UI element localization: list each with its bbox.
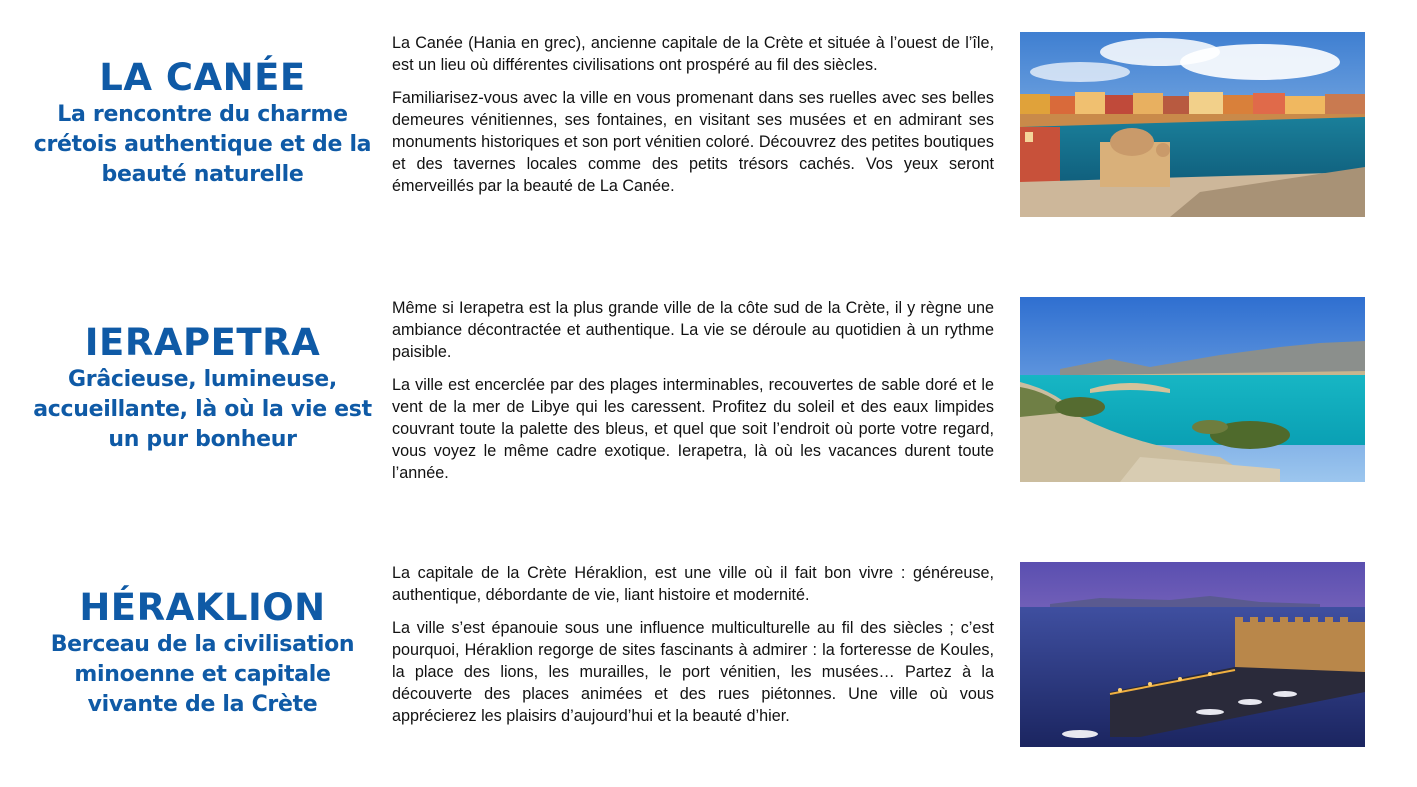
destination-heading: [30, 56, 375, 190]
description-paragraph: Familiarisez-vous avec la ville en vous promenant dans ses ruelles avec ses belles demeures vénitiennes, ses fontaines, en visitant ses musées et en admirant ses monuments historiques et son port vénitien coloré. Découvrez des petites boutiques et des tavernes locales comme des petits trésors cachés. Vos yeux seront émerveillés par la beauté de La Canée.: [392, 89, 994, 195]
destination-heading: [30, 321, 375, 455]
description-paragraph: La ville est encerclée par des plages interminables, recouvertes de sable doré et le vent de la mer de Libye qui les caressent. Profitez du soleil et des eaux limpides couvrant toute la palette des bleus, et quel que soit l’endroit où porte votre regard, vous voyez le même cadre exotique. Ierapetra, là où les vacances durent toute l’année.: [392, 376, 994, 482]
heraklion-fortress-photo: [1020, 562, 1365, 747]
city-name: LA CANÉE: [99, 56, 306, 99]
city-tagline: Berceau de la civilisation minoenne et capitale vivante de la Crète: [50, 632, 355, 717]
city-tagline: Grâcieuse, lumineuse, accueillante, là où la vie est un pur bonheur: [33, 367, 372, 452]
ierapetra-bay-photo: [1020, 297, 1365, 482]
destination-description: [392, 297, 994, 495]
chania-harbour-photo: [1020, 32, 1365, 217]
city-name: IERAPETRA: [84, 321, 321, 364]
destination-description: [392, 32, 994, 208]
description-paragraph: La capitale de la Crète Héraklion, est une ville où il fait bon vivre : généreuse, authentique, débordante de vie, liant histoire et modernité.: [392, 564, 994, 604]
description-paragraph: La Canée (Hania en grec), ancienne capitale de la Crète et située à l’ouest de l’île, est un lieu où différentes civilisations ont prospéré au fil des siècles.: [392, 34, 994, 74]
description-paragraph: Même si Ierapetra est la plus grande ville de la côte sud de la Crète, il y règne une ambiance décontractée et authentique. La vie se déroule au quotidien à un rythme paisible.: [392, 299, 994, 361]
destination-section-la-canee: [0, 32, 1417, 232]
destination-section-ierapetra: [0, 297, 1417, 497]
description-paragraph: La ville s’est épanouie sous une influence multiculturelle au fil des siècles ; c’est pourquoi, Héraklion regorge de sites fascinants à admirer : la forteresse de Koules, la place des lions, les murailles, le port vénitien, les musées… Partez à la découverte des places animées et des rues piétonnes. Une ville où vous apprécierez les plaisirs d’aujourd’hui et la beauté d’hier.: [392, 619, 994, 725]
destination-description: [392, 562, 994, 738]
destination-section-heraklion: [0, 562, 1417, 762]
city-name: HÉRAKLION: [79, 586, 326, 629]
destination-heading: [30, 586, 375, 720]
city-tagline: La rencontre du charme crétois authentique et de la beauté naturelle: [33, 102, 372, 187]
